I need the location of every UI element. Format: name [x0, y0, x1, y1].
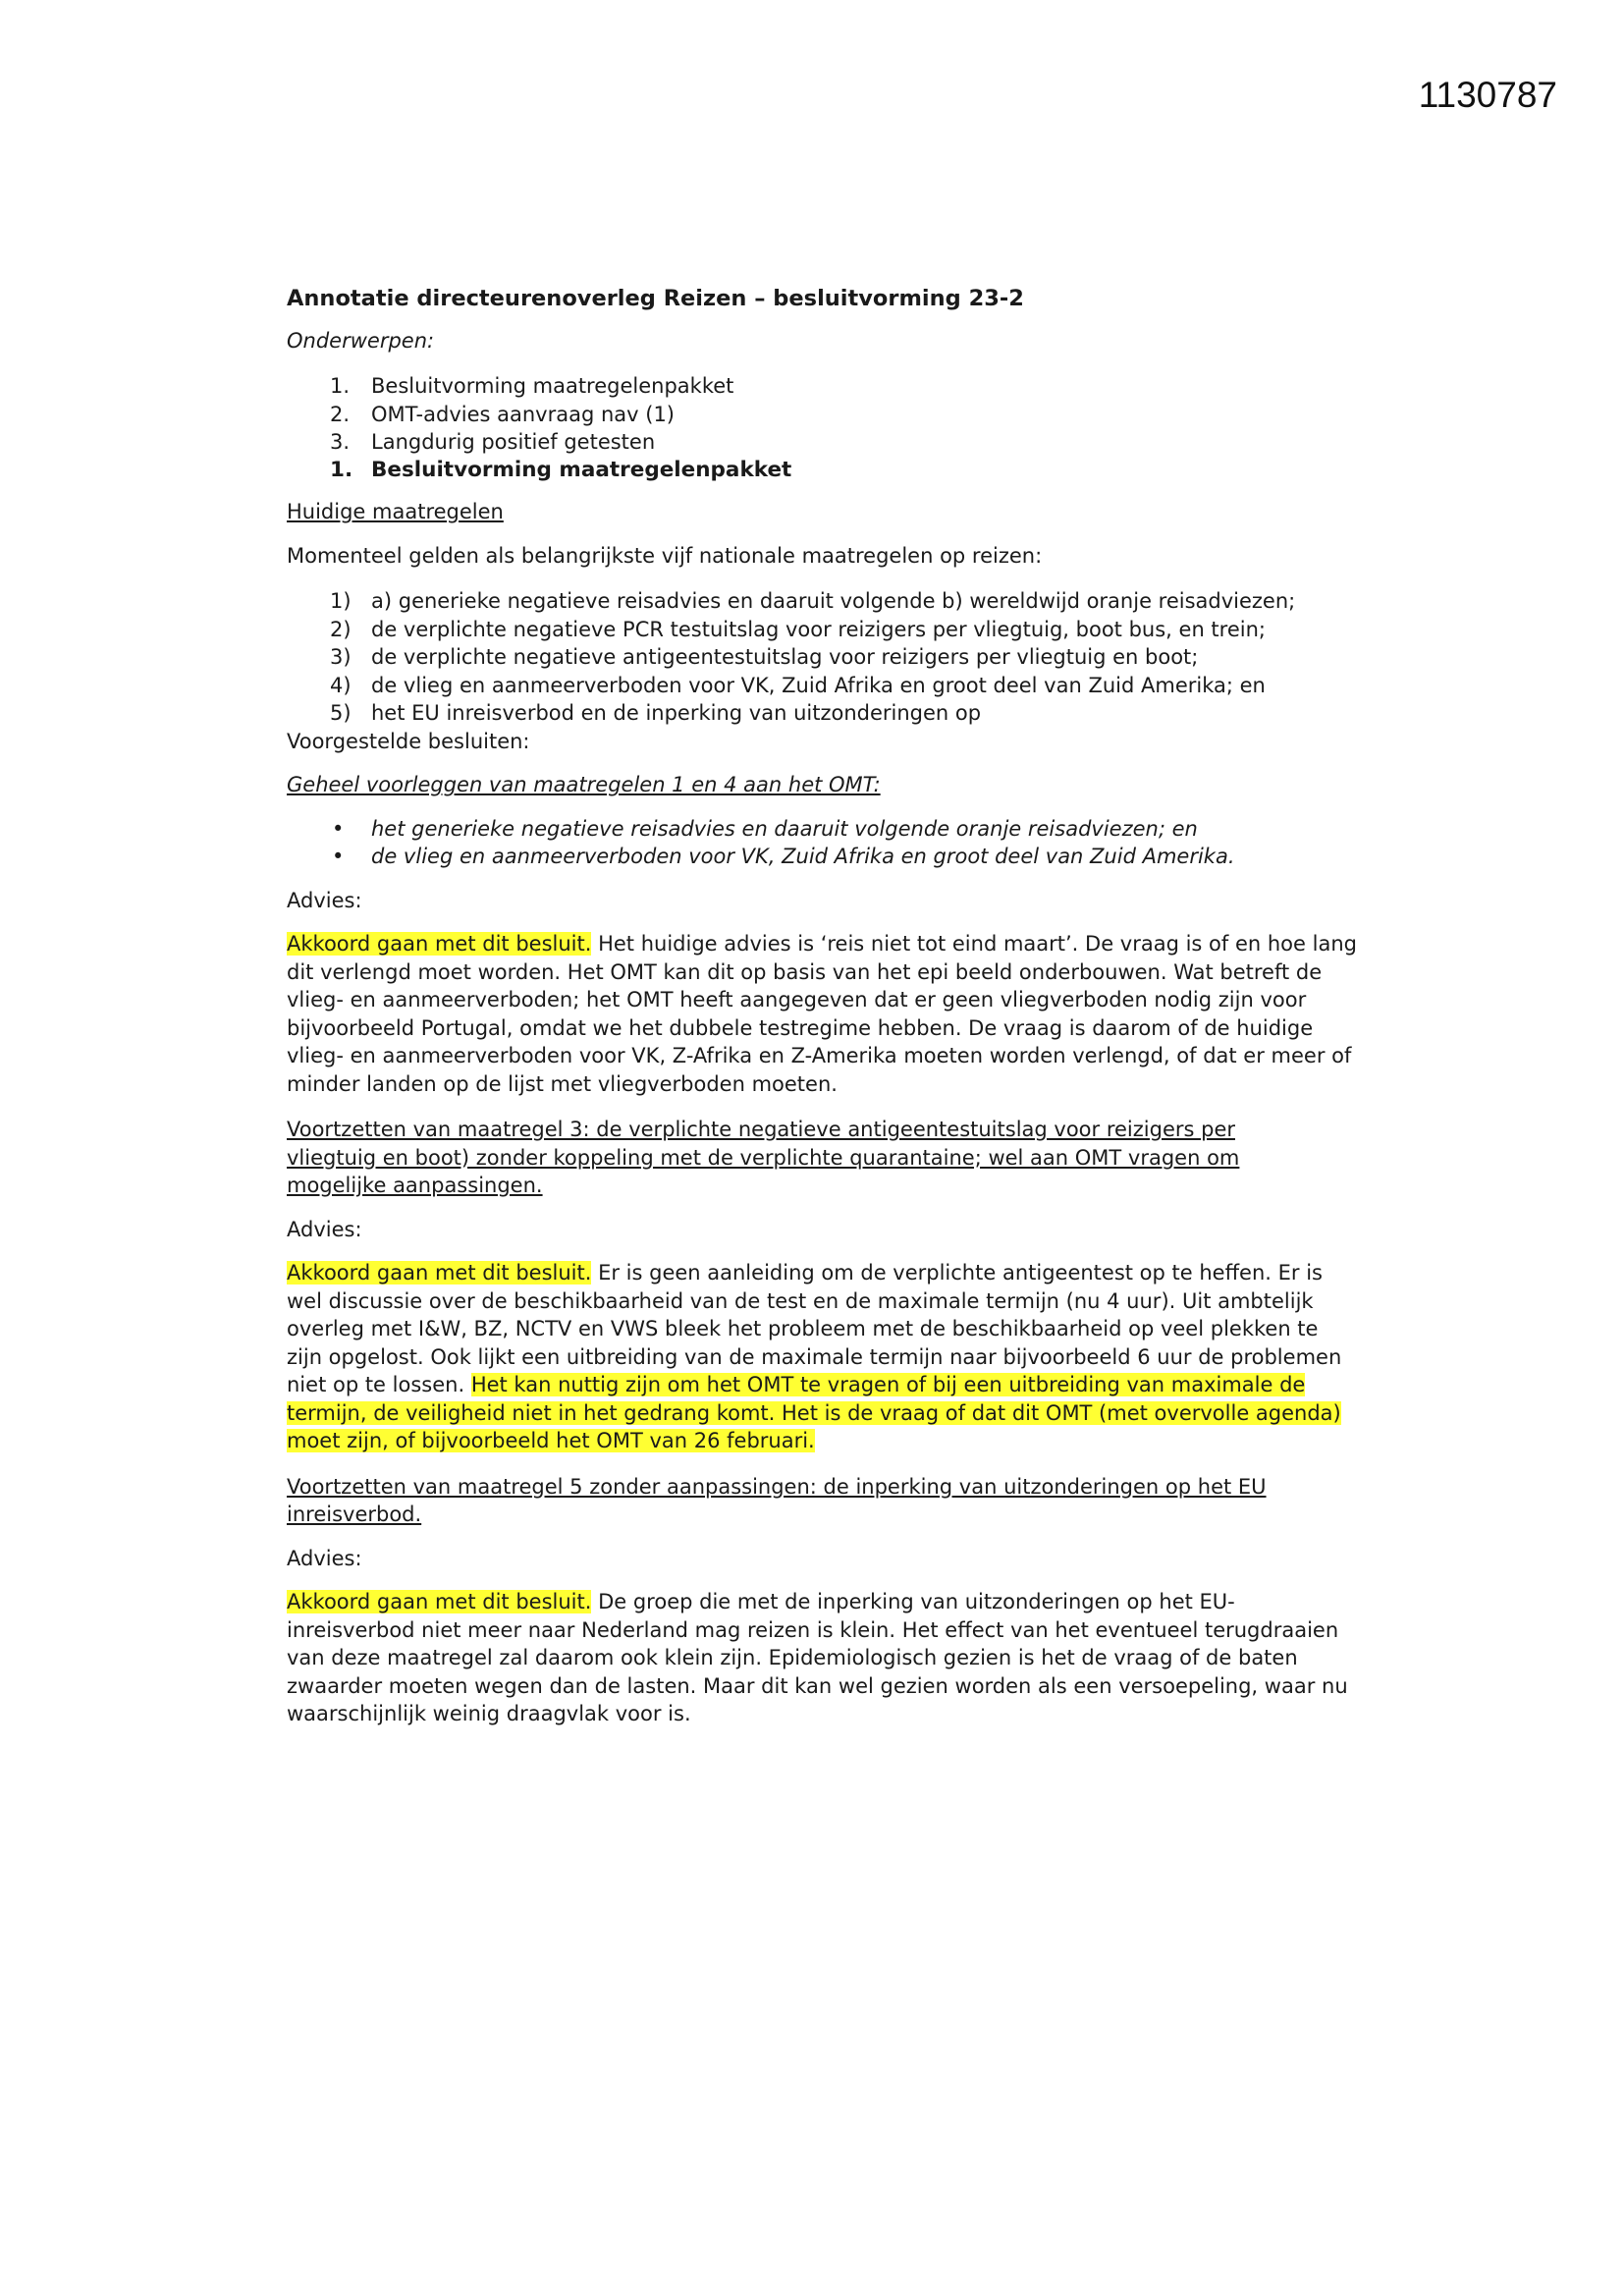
decision-2-advice: [287, 1259, 1357, 1455]
highlighted-text: Akkoord gaan met dit besluit.: [287, 1590, 592, 1613]
list-text: het EU inreisverbod en de inperking van uitzonderingen op: [371, 701, 982, 725]
list-number: 2.: [330, 402, 351, 426]
highlighted-text: Het kan nuttig zijn om het OMT te vragen of bij een uitbreiding van maximale de termijn, de veiligheid niet in het gedrang komt. Het is de vraag of dat dit OMT (met overvolle agenda) moet zijn, of bijvoorbeeld het OMT van 26 februari.: [287, 1373, 1341, 1452]
list-text: OMT-advies aanvraag nav (1): [371, 402, 676, 426]
highlighted-text: Akkoord gaan met dit besluit.: [287, 932, 592, 956]
list-item: • het generieke negatieve reisadvies en daaruit volgende oranje reisadviezen; en: [287, 815, 1357, 844]
decision-1-bullets: [287, 815, 1357, 871]
list-text: Langdurig positief getesten: [371, 430, 656, 454]
list-number: 1.: [330, 374, 351, 398]
advice-label: Advies:: [287, 1546, 362, 1570]
list-item: [287, 428, 1357, 457]
list-item: [287, 616, 1357, 644]
measures-list: [287, 587, 1357, 728]
document-number: 1130787: [1418, 75, 1557, 115]
list-text: a) generieke negatieve reisadvies en daaruit volgende b) wereldwijd oranje reisadviezen;: [371, 589, 1296, 613]
current-measures-label: Huidige maatregelen: [287, 500, 504, 523]
list-item: [287, 587, 1357, 616]
decision-2-heading: Voortzetten van maatregel 3: de verplichte negatieve antigeentestuitslag voor reizigers per vliegtuig en boot) zonder koppeling met de verplichte quarantaine; wel aan OMT vragen om mogelijke aanpassingen.: [287, 1118, 1240, 1197]
decision-3-advice: [287, 1588, 1357, 1728]
section-title: Besluitvorming maatregelenpakket: [371, 457, 792, 482]
subjects-list: [287, 372, 1357, 457]
list-text: de vlieg en aanmeerverboden voor VK, Zuid Afrika en groot deel van Zuid Amerika; en: [371, 673, 1266, 697]
list-number: 4): [330, 673, 352, 697]
subjects-label: Onderwerpen:: [287, 328, 435, 353]
section-heading: [287, 457, 1357, 485]
advice-label: Advies:: [287, 888, 362, 912]
document-body: [287, 285, 1357, 1728]
list-item: [287, 699, 1357, 728]
list-number: 3.: [330, 430, 351, 454]
advice-text: De groep die met de inperking van uitzonderingen op het EU-inreisverbod niet meer naar Nederland mag reizen is klein. Het effect van het eventueel terugdraaien van deze maatregel zal daarom ook klein zijn. Epidemiologisch gezien is het de vraag of de baten zwaarder moeten wegen dan de lasten. Maar dit kan wel gezien worden als een versoepeling, waar nu waarschijnlijk weinig draagvlak voor is.: [287, 1590, 1348, 1725]
list-text: de verplichte negatieve PCR testuitslag voor reizigers per vliegtuig, boot bus, en trein;: [371, 617, 1266, 641]
list-number: 3): [330, 645, 352, 669]
advice-text: Het huidige advies is ‘reis niet tot eind maart’. De vraag is of en hoe lang dit verlengd moet worden. Het OMT kan dit op basis van het epi beeld onderbouwen. Wat betreft de vlieg- en aanmeerverboden; het OMT heeft aangegeven dat er geen vliegverboden nodig zijn voor bijvoorbeeld Portugal, omdat we het dubbele testregime hebben. De vraag is daarom of de huidige vlieg- en aanmeerverboden voor VK, Z-Afrika en Z-Amerika moeten worden verlengd, of dat er meer of minder landen op de lijst met vliegverboden moeten.: [287, 932, 1357, 1096]
list-item: [287, 643, 1357, 672]
list-item: [287, 372, 1357, 401]
advice-text: Er is geen aanleiding om de verplichte antigeentest op te heffen. Er is wel discussie over de beschikbaarheid van de test en de maximale termijn (nu 4 uur). Uit ambtelijk overleg met I&W, BZ, NCTV en VWS bleek het probleem met de beschikbaarheid op veel plekken te zijn opgelost. Ook lijkt een uitbreiding van de maximale termijn naar bijvoorbeeld 6 uur de problemen niet op te lossen.: [287, 1261, 1342, 1396]
document-title: Annotatie directeurenoverleg Reizen – besluitvorming 23-2: [287, 286, 1024, 311]
list-item: [287, 672, 1357, 700]
list-item: • de vlieg en aanmeerverboden voor VK, Zuid Afrika en groot deel van Zuid Amerika.: [287, 843, 1357, 871]
decision-1-advice: [287, 930, 1357, 1098]
section-number: 1.: [330, 457, 353, 482]
list-item: [287, 401, 1357, 429]
highlighted-text: Akkoord gaan met dit besluit.: [287, 1261, 592, 1285]
list-number: 2): [330, 617, 352, 641]
list-number: 1): [330, 589, 352, 613]
list-number: 5): [330, 701, 352, 725]
current-measures-intro: Momenteel gelden als belangrijkste vijf nationale maatregelen op reizen:: [287, 543, 1043, 568]
list-text: Besluitvorming maatregelenpakket: [371, 374, 734, 398]
advice-label: Advies:: [287, 1217, 362, 1241]
proposed-decisions-label: Voorgestelde besluiten:: [287, 729, 530, 753]
decision-3-heading: Voortzetten van maatregel 5 zonder aanpassingen: de inperking van uitzonderingen op het EU inreisverbod.: [287, 1474, 1267, 1526]
list-text: de verplichte negatieve antigeentestuitslag voor reizigers per vliegtuig en boot;: [371, 645, 1199, 669]
decision-1-heading: Geheel voorleggen van maatregelen 1 en 4 aan het OMT:: [287, 773, 881, 796]
